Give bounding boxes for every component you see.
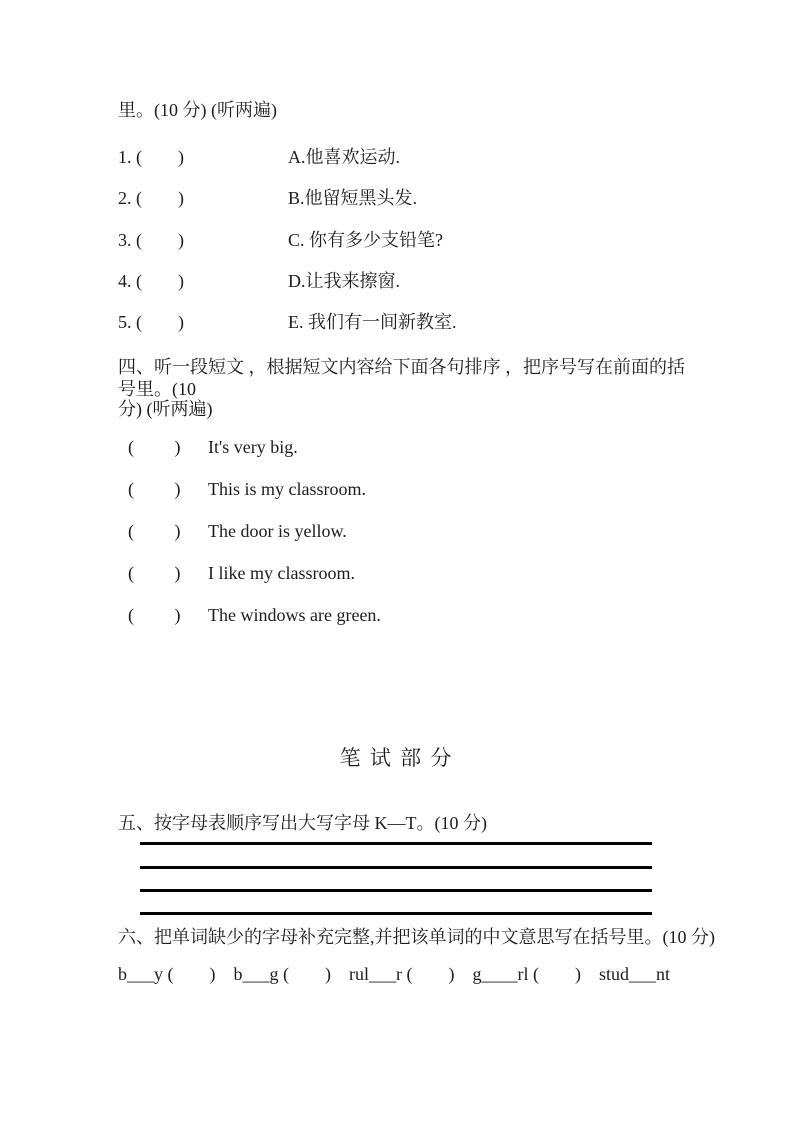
written-part-heading: 笔 试 部 分 bbox=[339, 746, 454, 770]
option-text: A.他喜欢运动. bbox=[288, 147, 400, 167]
sentence-text: I like my classroom. bbox=[208, 563, 355, 583]
order-row bbox=[128, 563, 688, 605]
order-row bbox=[128, 437, 688, 479]
sentence-text: The door is yellow. bbox=[208, 521, 347, 541]
matching-question-block bbox=[118, 147, 718, 353]
question-number-brackets: 2. ( ) bbox=[118, 188, 184, 209]
sentence-text: The windows are green. bbox=[208, 605, 381, 625]
answer-line bbox=[140, 866, 652, 869]
option-text: D.让我来擦窗. bbox=[288, 270, 400, 291]
section-four-title-line2: 分) (听两遍) bbox=[118, 399, 213, 419]
sentence-ordering-block bbox=[128, 437, 688, 647]
option-text: E. 我们有一间新教室. bbox=[288, 312, 457, 333]
answer-line bbox=[140, 889, 652, 892]
match-row bbox=[118, 188, 718, 229]
question-number-brackets: 3. ( ) bbox=[118, 229, 184, 250]
option-text: B.他留短黑头发. bbox=[288, 188, 418, 209]
question-number-brackets: 5. ( ) bbox=[118, 312, 184, 333]
match-row bbox=[118, 147, 718, 188]
answer-brackets: ( ) bbox=[128, 563, 181, 583]
option-text: C. 你有多少支铅笔? bbox=[288, 229, 443, 250]
section-six-title: 六、把单词缺少的字母补充完整,并把该单词的中文意思写在括号里。(10 分) bbox=[118, 927, 715, 947]
sentence-text: It's very big. bbox=[208, 437, 298, 457]
question-number-brackets: 1. ( ) bbox=[118, 147, 184, 167]
section-three-tail-line: 里。(10 分) (听两遍) bbox=[118, 100, 277, 120]
answer-line bbox=[140, 842, 652, 845]
match-row bbox=[118, 312, 718, 353]
answer-brackets: ( ) bbox=[128, 479, 181, 499]
order-row bbox=[128, 605, 688, 647]
order-row bbox=[128, 521, 688, 563]
match-row bbox=[118, 271, 718, 312]
match-row bbox=[118, 230, 718, 271]
answer-brackets: ( ) bbox=[128, 437, 181, 457]
sentence-text: This is my classroom. bbox=[208, 479, 366, 499]
order-row bbox=[128, 479, 688, 521]
answer-line bbox=[140, 912, 652, 915]
answer-brackets: ( ) bbox=[128, 521, 181, 541]
fill-in-words-line: b___y ( ) b___g ( ) rul___r ( ) g____rl ( ) stud___nt bbox=[118, 964, 670, 984]
section-five-title: 五、按字母表顺序写出大写字母 K—T。(10 分) bbox=[118, 813, 487, 833]
answer-brackets: ( ) bbox=[128, 605, 181, 625]
section-four-title bbox=[118, 356, 693, 440]
question-number-brackets: 4. ( ) bbox=[118, 270, 184, 291]
section-four-title-line1: 四、听一段短文 ，根据短文内容给下面各句排序 ，把序号写在前面的括号里。(10 bbox=[118, 357, 685, 399]
